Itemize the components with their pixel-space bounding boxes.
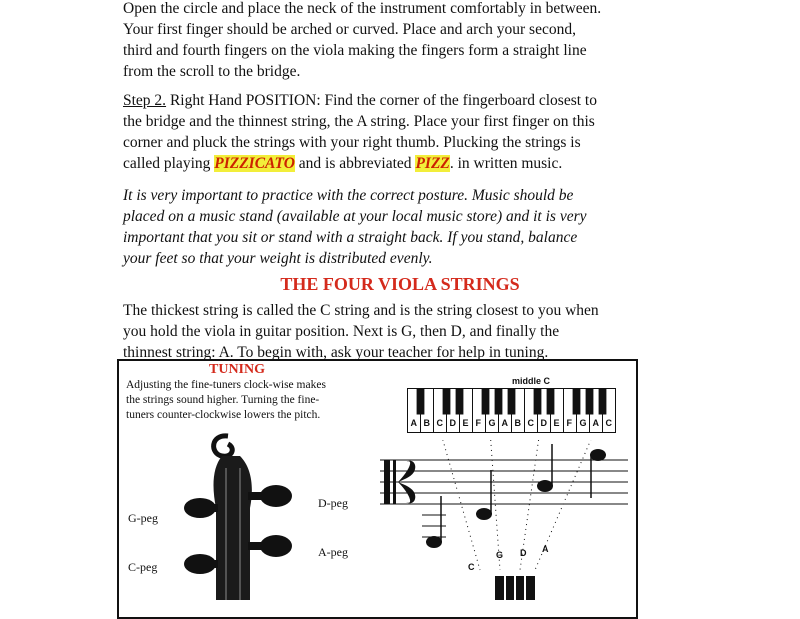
step2-line: called playing	[123, 155, 215, 172]
middle-c-label: middle C	[512, 376, 551, 386]
black-key	[573, 389, 581, 415]
c-peg-label: C-peg	[128, 560, 158, 574]
key-label: B	[514, 418, 521, 428]
step2-line: the bridge and the thinnest string, the A string. Place your first finger on this	[123, 113, 595, 130]
key-label: C	[527, 418, 534, 428]
key-label: A	[501, 418, 508, 428]
pizz-term: PIZZ	[415, 155, 450, 172]
key-label: A	[592, 418, 599, 428]
d-peg-label: D-peg	[318, 496, 348, 510]
key-label: B	[423, 418, 430, 428]
black-key	[417, 389, 425, 415]
note-line: your feet so that your weight is distributed evenly.	[123, 250, 433, 267]
step2-line: . in written music.	[449, 155, 563, 172]
intro-paragraph	[123, 0, 663, 82]
key-label: E	[553, 418, 560, 428]
key-label: G	[488, 418, 496, 428]
string-label-d: D	[520, 548, 527, 558]
tuning-text	[126, 378, 362, 423]
black-key	[482, 389, 490, 415]
key-label: D	[540, 418, 547, 428]
key-label: G	[579, 418, 587, 428]
black-key	[456, 389, 464, 415]
strings-line: you hold the viola in guitar position. Next is G, then D, and finally the	[123, 323, 560, 340]
black-key	[508, 389, 516, 415]
step2-paragraph	[123, 90, 663, 174]
key-label: C	[436, 418, 443, 428]
posture-note	[123, 185, 663, 269]
step2-line: Right Hand POSITION: Find the corner of the fingerboard closest to	[166, 92, 597, 109]
g-peg-label: G-peg	[128, 511, 158, 525]
strings-line: thinnest string: A. To begin with, ask your teacher for help in tuning.	[123, 344, 549, 361]
pizzicato-term: PIZZICATO	[214, 155, 295, 172]
key-label: E	[462, 418, 469, 428]
step2-label: Step 2.	[123, 92, 167, 109]
black-key	[534, 389, 542, 415]
string-label-a: A	[542, 544, 549, 554]
string-label-g: G	[496, 550, 504, 560]
black-key	[599, 389, 607, 415]
music-staff	[380, 440, 630, 600]
black-key	[495, 389, 503, 415]
viola-scroll-illustration	[170, 428, 310, 600]
intro-line: Open the circle and place the neck of the instrument comfortably in between.	[123, 0, 602, 17]
tuning-line: the strings sound higher. Turning the fine-	[126, 394, 320, 406]
key-label: F	[475, 418, 481, 428]
alto-clef	[384, 460, 390, 504]
step2-line: and is abbreviated	[294, 155, 416, 172]
intro-line: from the scroll to the bridge.	[123, 63, 301, 80]
note-g	[476, 508, 492, 520]
note-line: It is very important to practice with the correct posture. Music should be	[123, 187, 574, 204]
tuning-line: tuners counter-clockwise lowers the pitch.	[126, 409, 321, 421]
tuning-title: TUNING	[209, 362, 266, 377]
key-label: C	[605, 418, 612, 428]
note-line: important that you sit or stand with a straight back. If you stand, balance	[123, 229, 578, 246]
section-heading: THE FOUR VIOLA STRINGS	[280, 274, 520, 294]
note-c	[426, 536, 442, 548]
note-a	[590, 449, 606, 461]
black-key	[586, 389, 594, 415]
note-d	[537, 480, 553, 492]
intro-line: third and fourth fingers on the viola making the fingers form a straight line	[123, 42, 587, 59]
strings-line: The thickest string is called the C string and is the string closest to you when	[123, 302, 599, 319]
key-label: F	[566, 418, 572, 428]
tuning-line: Adjusting the fine-tuners clock-wise makes	[126, 379, 326, 391]
a-peg-label: A-peg	[318, 545, 348, 559]
string-label-c: C	[468, 562, 475, 572]
key-label: A	[410, 418, 417, 428]
intro-line: Your first finger should be arched or curved. Place and arch your second,	[123, 21, 576, 38]
key-label: D	[449, 418, 456, 428]
note-line: placed on a music stand (available at your local music store) and it is very	[123, 208, 587, 225]
black-key	[443, 389, 451, 415]
black-key	[547, 389, 555, 415]
strings-paragraph	[123, 300, 663, 363]
step2-line: corner and pluck the strings with your right thumb. Plucking the strings is	[123, 134, 581, 151]
